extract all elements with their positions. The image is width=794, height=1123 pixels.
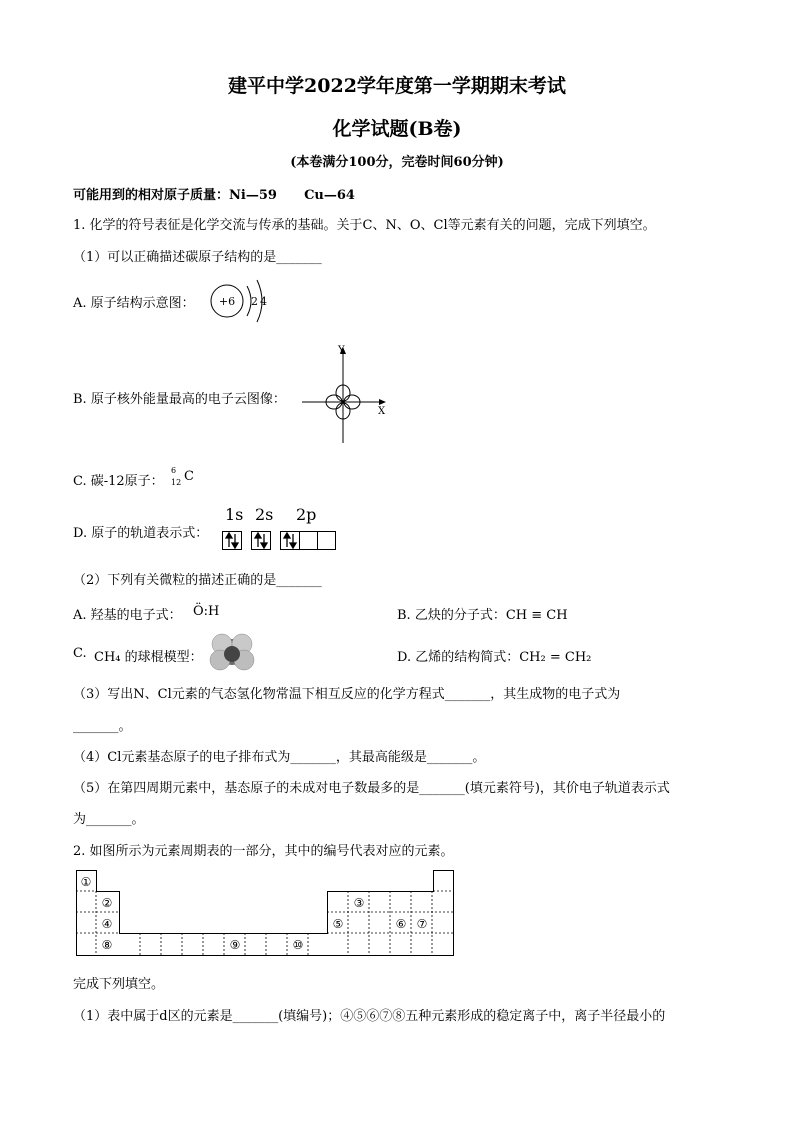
q1-optB-label: B. 原子核外能量最高的电子云图像： xyxy=(73,392,286,407)
periodic-table-fragment xyxy=(76,870,456,958)
q1-optC-label: C. 碳-12原子： xyxy=(73,474,164,489)
q2-after: 完成下列填空。 xyxy=(73,977,165,992)
element-7: ⑦ xyxy=(416,917,428,931)
atom-structure-diagram xyxy=(205,278,280,324)
q1-sub2: （2）下列有关微粒的描述正确的是_______ xyxy=(73,573,322,588)
label-2p: 2p xyxy=(296,505,317,524)
element-8: ⑧ xyxy=(101,938,113,952)
q1-sub5-line2: 为_______。 xyxy=(73,812,145,827)
q1-sub3-line2: _______。 xyxy=(73,719,132,734)
atom-nucleus: +6 xyxy=(218,295,236,308)
electron-cloud-diagram xyxy=(300,343,395,448)
atomic-mass-line: 可能用到的相对原子质量：Ni—59 Cu—64 xyxy=(73,188,355,203)
q1-optA-label: A. 原子结构示意图： xyxy=(73,296,195,311)
element-9: ⑨ xyxy=(229,938,241,952)
q1-sub5-line1: （5）在第四周期元素中，基态原子的未成对电子数最多的是_______(填元素符号)，其价电子轨道表示式 xyxy=(73,781,670,796)
element-1: ① xyxy=(80,875,92,889)
label-2s: 2s xyxy=(255,505,274,524)
shell-1-count: 2 xyxy=(251,295,258,308)
exam-subtitle: 化学试题(B卷) xyxy=(332,118,462,140)
element-10: ⑩ xyxy=(292,938,304,952)
exam-title: 建平中学2022学年度第一学期期末考试 xyxy=(228,75,566,97)
methane-label: CH₄ 的球棍模型： xyxy=(94,650,203,665)
q2-stem: 2. 如图所示为元素周期表的一部分，其中的编号代表对应的元素。 xyxy=(73,844,454,859)
carbon-symbol: C xyxy=(184,469,194,484)
element-3: ③ xyxy=(353,896,365,910)
q1-sub1: （1）可以正确描述碳原子结构的是_______ xyxy=(73,250,322,265)
hydroxyl-formula: Ö:H xyxy=(193,604,220,619)
q2-sub1: （1）表中属于d区的元素是_______(填编号)；④⑤⑥⑦⑧五种元素形成的稳定离子中，离子半径最小的 xyxy=(73,1009,666,1024)
orbital-diagram xyxy=(222,531,337,551)
q1-sub4: （4）Cl元素基态原子的电子排布式为_______，其最高能级是_______。 xyxy=(73,750,486,765)
atomic-number: 12 xyxy=(171,478,182,487)
q1-sub3-line1: （3）写出N、Cl元素的气态氢化物常温下相互反应的化学方程式_______，其生成物的电子式为 xyxy=(73,687,621,702)
q1-2optB: B. 乙炔的分子式：CH ≡ CH xyxy=(397,608,568,623)
exam-note: (本卷满分100分，完卷时间60分钟) xyxy=(290,155,504,170)
x-axis-label: X xyxy=(378,406,386,417)
element-4: ④ xyxy=(101,917,113,931)
q1-2optC-label: C. xyxy=(73,646,87,661)
element-2: ② xyxy=(101,896,113,910)
label-1s: 1s xyxy=(225,505,244,524)
q1-2optA-label: A. 羟基的电子式： xyxy=(73,608,182,623)
mass-number: 6 xyxy=(171,466,177,475)
element-5: ⑤ xyxy=(332,917,344,931)
shell-2-count: 4 xyxy=(260,295,267,308)
element-6: ⑥ xyxy=(395,917,407,931)
y-axis-label: Y xyxy=(338,345,345,356)
q1-optD-label: D. 原子的轨道表示式： xyxy=(73,526,209,541)
q1-stem: 1. 化学的符号表征是化学交流与传承的基础。关于C、N、O、Cl等元素有关的问题，完成下列填空。 xyxy=(73,218,656,233)
methane-model-image xyxy=(208,632,258,672)
q1-2optD: D. 乙烯的结构简式：CH₂ = CH₂ xyxy=(397,650,592,665)
